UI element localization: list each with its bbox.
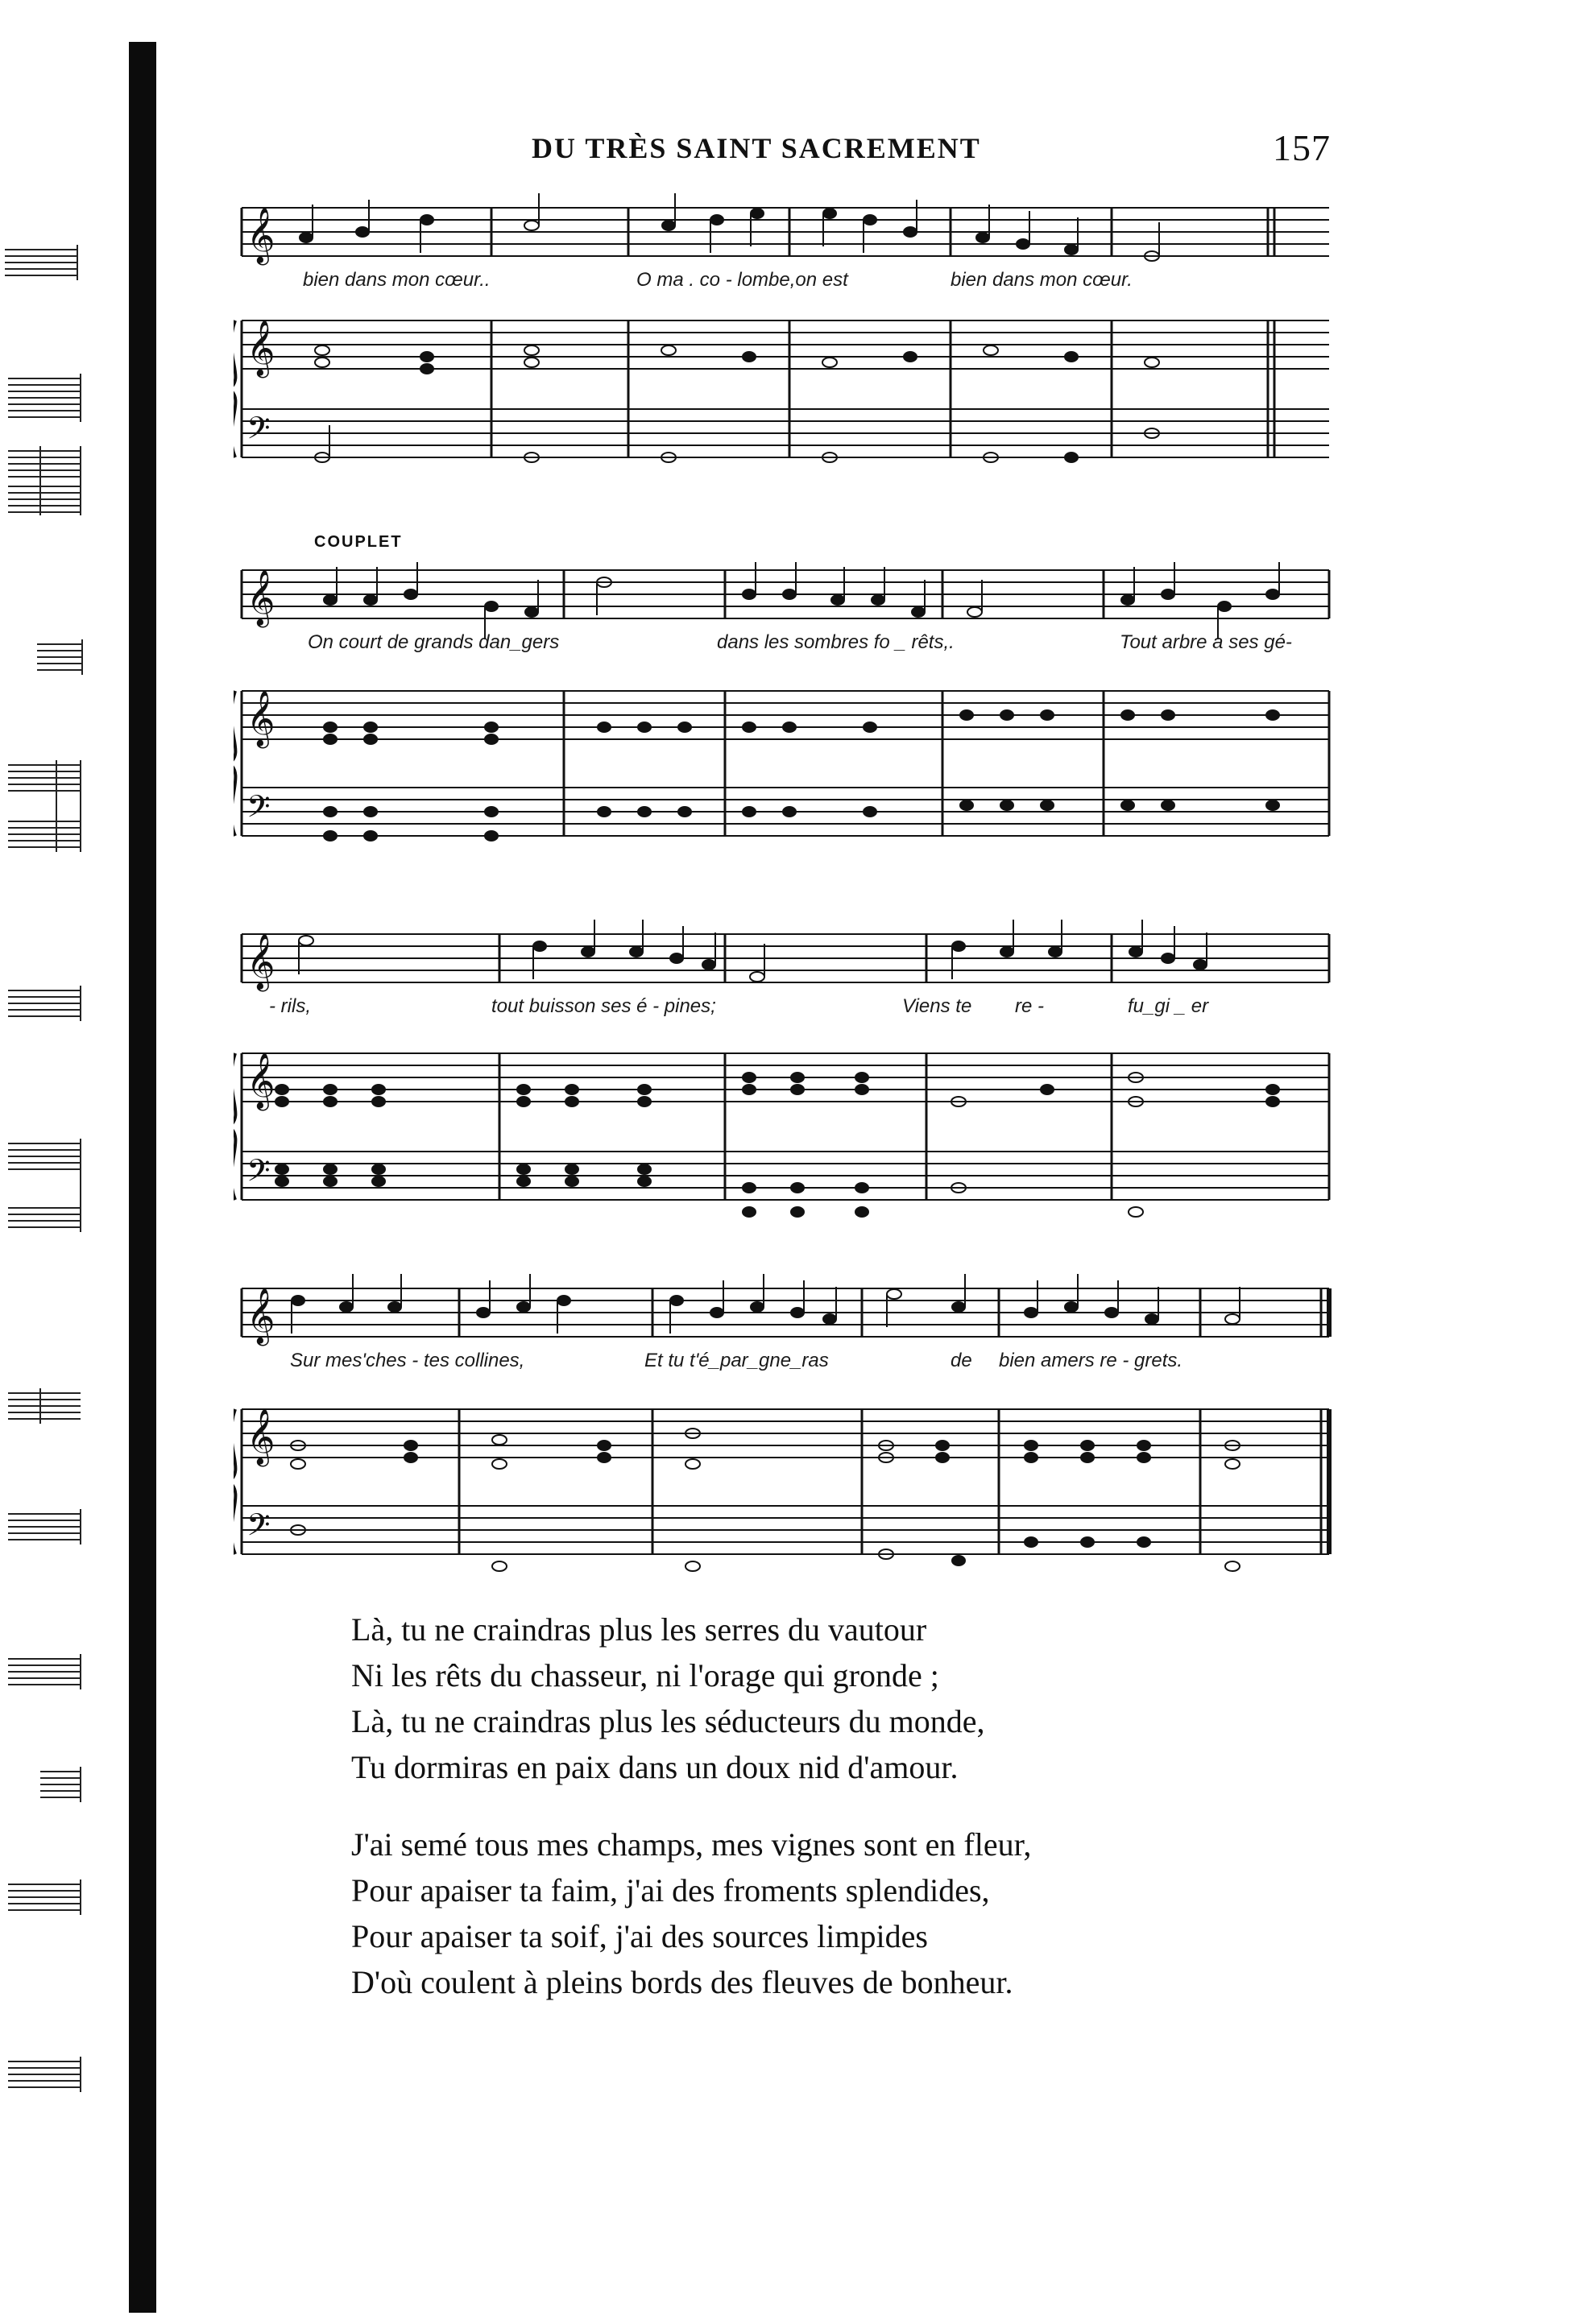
lyric-1: bien dans mon cœur.. (303, 269, 491, 291)
piano-treble-staff (242, 1053, 1329, 1102)
piano-bass-staff (242, 1152, 1329, 1200)
lyric-3: de (951, 1350, 972, 1371)
svg-text:𝄢: 𝄢 (246, 410, 271, 453)
piano-treble-staff (242, 1409, 1329, 1458)
fragment-10 (8, 1654, 81, 1689)
lyric-2: Et tu t'é_par_gne_ras (644, 1350, 829, 1371)
svg-text:𝄞: 𝄞 (246, 1052, 275, 1109)
lyric-2: tout buisson ses é - pines; (491, 995, 716, 1017)
lyric-4: re - (1015, 995, 1044, 1017)
fragment-12 (8, 1879, 81, 1915)
lyric-1: On court de grands dan_gers (308, 631, 560, 653)
fragment-8 (8, 1388, 81, 1424)
verse-line: Pour apaiser ta faim, j'ai des froments splendides, (351, 1872, 990, 1908)
staff-graphic-3 (234, 894, 1345, 1240)
svg-text:𝄢: 𝄢 (246, 788, 271, 832)
svg-text:𝄞: 𝄞 (246, 933, 275, 990)
staff-graphic-1 (234, 193, 1345, 491)
clefs (246, 569, 275, 832)
clefs (246, 1288, 275, 1550)
staff-graphic-2 (234, 531, 1345, 878)
music-system-3 (234, 894, 1345, 1240)
verse-line: Ni les rêts du chasseur, ni l'orage qui gronde ; (351, 1657, 939, 1693)
lyric-1: Sur mes'ches - tes collines, (290, 1350, 525, 1371)
poem-stanza-2 (351, 1822, 1398, 2005)
lyric-2: O ma . co - lombe,on est (636, 269, 848, 291)
brace (234, 1409, 235, 1554)
lyric-2: dans les sombres fo _ rêts,. (717, 631, 955, 653)
lyric-1: - rils, (269, 995, 311, 1017)
brace (234, 1053, 235, 1200)
svg-text:𝄞: 𝄞 (246, 1408, 275, 1465)
piano-bass-staff (242, 1506, 1329, 1554)
notes (275, 920, 1279, 1217)
page-number: 157 (1273, 127, 1331, 168)
lyric-3: Tout arbre a ses gé- (1120, 631, 1292, 653)
binding-spine (129, 42, 156, 2313)
clefs (246, 933, 275, 1196)
facing-page-bleed (0, 0, 127, 2320)
svg-text:𝄞: 𝄞 (246, 320, 275, 376)
fragment-1 (5, 245, 77, 280)
brace (234, 320, 235, 457)
lyric-3: bien dans mon cœur. (951, 269, 1133, 291)
voice-staff (242, 208, 1329, 256)
verse-line: Là, tu ne craindras plus les séducteurs du monde, (351, 1703, 985, 1739)
clefs (246, 207, 275, 453)
piano-treble-staff (242, 320, 1329, 369)
music-system-2 (234, 531, 1345, 878)
svg-text:𝄞: 𝄞 (246, 207, 275, 263)
running-header-title: DU TRÈS SAINT SACREMENT (532, 132, 981, 164)
fragment-9 (8, 1509, 81, 1545)
facing-page-staff-fragments (0, 0, 127, 2320)
verse-line: Tu dormiras en paix dans un doux nid d'amour. (351, 1749, 959, 1785)
lyric-5: fu_gi _ er (1128, 995, 1209, 1017)
svg-text:𝄞: 𝄞 (246, 569, 275, 626)
fragment-3 (8, 446, 81, 515)
brace (234, 691, 235, 836)
fragment-6 (8, 986, 81, 1021)
notes (291, 1274, 1240, 1571)
verse-line: J'ai semé tous mes champs, mes vignes sont en fleur, (351, 1826, 1032, 1863)
fragment-5 (8, 760, 81, 852)
piano-bass-staff (242, 409, 1329, 457)
fragment-13 (8, 2057, 81, 2092)
svg-text:𝄞: 𝄞 (246, 1288, 275, 1344)
fragment-11 (40, 1767, 81, 1802)
verse-line: Pour apaiser ta soif, j'ai des sources limpides (351, 1918, 928, 1954)
music-system-1 (234, 193, 1345, 491)
voice-staff (242, 1288, 1329, 1337)
fragment-4 (37, 639, 82, 675)
poem-stanza-1 (351, 1607, 1398, 1790)
staff-graphic-4 (234, 1272, 1345, 1586)
fragment-7 (8, 1139, 81, 1232)
svg-text:𝄢: 𝄢 (246, 1507, 271, 1550)
verse-line: D'où coulent à pleins bords des fleuves de bonheur. (351, 1964, 1013, 2000)
music-system-4 (234, 1272, 1345, 1586)
barlines (242, 934, 1329, 1200)
section-label-couplet: COUPLET (314, 533, 403, 551)
fragment-2 (8, 374, 81, 422)
svg-text:𝄞: 𝄞 (246, 690, 275, 746)
svg-text:𝄢: 𝄢 (246, 1152, 271, 1196)
lyric-4: bien amers re - grets. (999, 1350, 1183, 1371)
verse-line: Là, tu ne craindras plus les serres du vautour (351, 1611, 927, 1648)
lyric-3: Viens te (902, 995, 972, 1017)
